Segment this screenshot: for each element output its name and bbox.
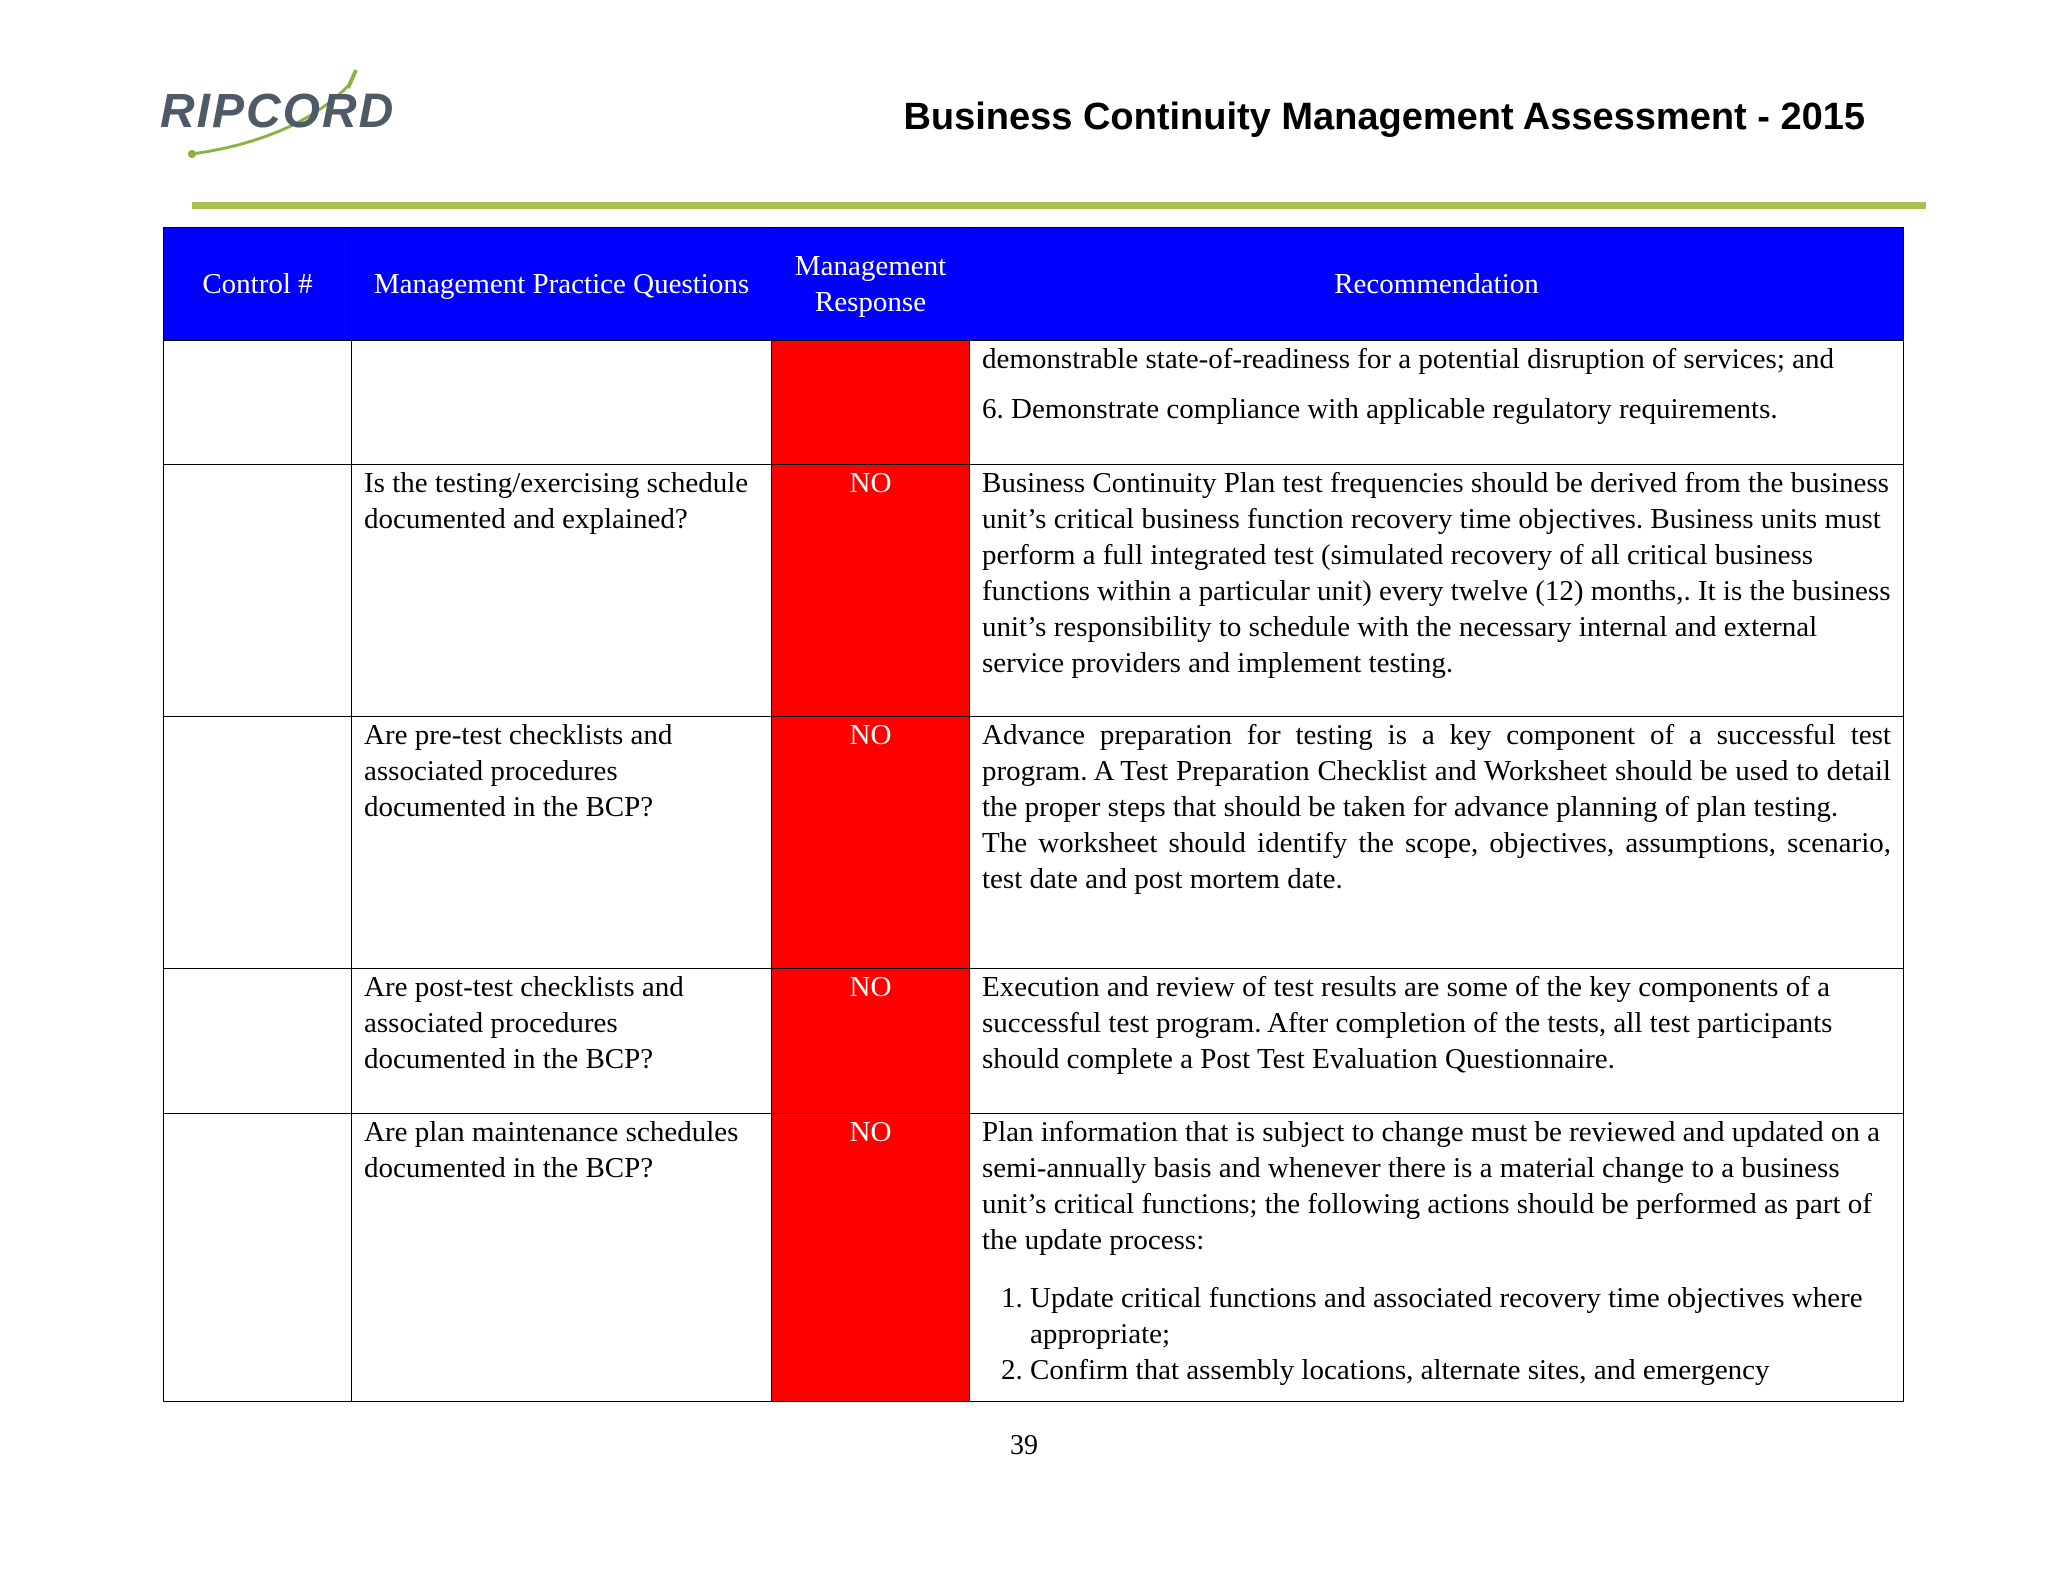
table-row: [164, 969, 1904, 1114]
recommendation-cell: [970, 341, 1904, 465]
control-cell: [164, 969, 352, 1114]
table-row: [164, 465, 1904, 717]
response-cell: NO: [772, 717, 970, 969]
question-cell: Are pre-test checklists and associated procedures documented in the BCP?: [352, 717, 772, 969]
question-cell: Is the testing/exercising schedule documented and explained?: [352, 465, 772, 717]
col-header-recommendation: Recommendation: [970, 228, 1904, 341]
table-row: [164, 1114, 1904, 1402]
question-cell: Are plan maintenance schedules documented in the BCP?: [352, 1114, 772, 1402]
recommendation-text: Plan information that is subject to change must be reviewed and updated on a semi-annually basis and whenever there is a material change to a business unit’s critical functions; the following actions should be performed as part of the update process:: [982, 1116, 1880, 1256]
table-row: [164, 341, 1904, 465]
col-header-question: Management Practice Questions: [352, 228, 772, 341]
control-cell: [164, 465, 352, 717]
recommendation-text: The worksheet should identify the scope, objectives, assumptions, scenario, test date and post mortem date.: [982, 827, 1891, 895]
control-cell: [164, 717, 352, 969]
assessment-table: [163, 227, 1904, 1402]
question-cell: Are post-test checklists and associated procedures documented in the BCP?: [352, 969, 772, 1114]
recommendation-cell: [970, 717, 1904, 969]
col-header-control: Control #: [164, 228, 352, 341]
recommendation-text: Advance preparation for testing is a key component of a successful test program. A Test Preparation Checklist and Worksheet should be used to detail the proper steps that should be taken for advance planning of plan testing.: [982, 719, 1891, 823]
document-title: Business Continuity Management Assessment - 2015: [903, 96, 1865, 138]
recommendation-text: 6. Demonstrate compliance with applicable regulatory requirements.: [982, 393, 1778, 425]
question-cell: [352, 341, 772, 465]
recommendation-cell: [970, 969, 1904, 1114]
response-cell: NO: [772, 969, 970, 1114]
logo-wordmark: RIPCORD: [160, 85, 396, 138]
page-number: 39: [1010, 1430, 1038, 1461]
control-cell: [164, 1114, 352, 1402]
list-item: 2. Confirm that assembly locations, alternate sites, and emergency: [1030, 1352, 1891, 1388]
table-row: [164, 717, 1904, 969]
recommendation-cell: [970, 1114, 1904, 1402]
response-cell: [772, 341, 970, 465]
col-header-response: Management Response: [772, 228, 970, 341]
recommendation-text: Execution and review of test results are some of the key components of a successful test program. After completion of the tests, all test participants should complete a Post Test Evaluation Questionnaire.: [982, 971, 1833, 1075]
recommendation-text: demonstrable state-of-readiness for a potential disruption of services; and: [982, 343, 1835, 375]
control-cell: [164, 341, 352, 465]
update-steps-list: [982, 1280, 1891, 1388]
list-item: 1. Update critical functions and associated recovery time objectives where appropriate;: [1030, 1280, 1891, 1352]
recommendation-cell: [970, 465, 1904, 717]
response-cell: NO: [772, 1114, 970, 1402]
response-cell: NO: [772, 465, 970, 717]
table-header-row: [164, 228, 1904, 341]
recommendation-text: Business Continuity Plan test frequencies should be derived from the business unit’s critical business function recovery time objectives. Business units must perform a full integrated test (simulated recovery of all critical business functions within a particular unit) every twelve (12) months,. It is the business unit’s responsibility to schedule with the necessary internal and external service providers and implement testing.: [982, 467, 1891, 679]
ripcord-logo: [160, 66, 400, 166]
header-rule: [192, 202, 1926, 209]
